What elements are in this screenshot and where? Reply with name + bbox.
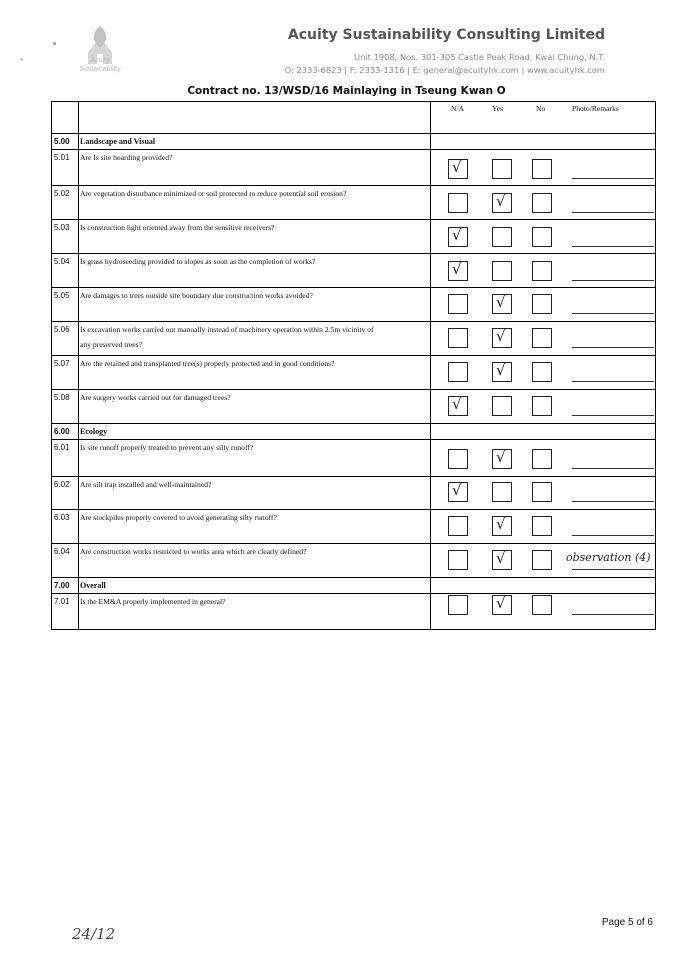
check-mark-icon: √ bbox=[496, 594, 506, 612]
checkbox-na[interactable] bbox=[448, 550, 468, 570]
checkbox-no[interactable] bbox=[532, 328, 552, 348]
col-no: No bbox=[536, 104, 546, 113]
section-row: 6.00 Ecology bbox=[52, 424, 656, 440]
remarks-line[interactable] bbox=[572, 614, 654, 615]
checkbox-na[interactable] bbox=[448, 449, 468, 469]
checkbox-no[interactable] bbox=[532, 449, 552, 469]
table-row: 5.04 Is grass hydroseeding provided to slopes as soon as the completion of works? bbox=[52, 254, 656, 288]
table-row: 5.01 Are Is site hoarding provided? bbox=[52, 150, 656, 186]
checkbox-yes[interactable] bbox=[492, 482, 512, 502]
checkbox-yes[interactable] bbox=[492, 227, 512, 247]
checkbox-na[interactable] bbox=[448, 193, 468, 213]
section-row: 7.00 Overall bbox=[52, 578, 656, 594]
handwritten-initials: 24/12 bbox=[72, 925, 116, 943]
section-row: 5.00 Landscape and Visual bbox=[52, 134, 656, 150]
table-row: 5.06 Is excavation works carried out manually instead of machinery operation within 2.5m vicinity of any preserved trees? bbox=[52, 322, 656, 356]
check-mark-icon: √ bbox=[496, 549, 506, 567]
remarks-line[interactable] bbox=[572, 535, 654, 536]
check-mark-icon: √ bbox=[496, 448, 506, 466]
table-row: 5.02 Are vegetation disturbance minimized or soil protected to reduce potential soil erosion? bbox=[52, 186, 656, 220]
check-mark-icon: √ bbox=[452, 260, 462, 278]
answer-columns-header bbox=[431, 102, 656, 134]
table-row: 5.08 Are surgery works carried out for damaged trees? bbox=[52, 390, 656, 424]
checkbox-no[interactable] bbox=[532, 193, 552, 213]
remarks-line[interactable] bbox=[572, 313, 654, 314]
remarks-line[interactable] bbox=[572, 246, 654, 247]
company-name: Acuity Sustainability Consulting Limited bbox=[287, 27, 605, 43]
handwritten-remark: observation (4) bbox=[566, 551, 651, 564]
checkbox-no[interactable] bbox=[532, 261, 552, 281]
table-row: 6.03 Are stockpiles properly covered to avoid generating silty runoff? bbox=[52, 510, 656, 544]
table-row: 7.01 Is the EM&A properly implemented in general? bbox=[52, 594, 656, 630]
check-mark-icon: √ bbox=[496, 515, 506, 533]
table-row: 5.07 Are the retained and transplanted tree(s) properly protected and in good conditions? bbox=[52, 356, 656, 390]
check-mark-icon: √ bbox=[496, 327, 506, 345]
check-mark-icon: √ bbox=[452, 481, 462, 499]
checkbox-yes[interactable] bbox=[492, 159, 512, 179]
remarks-line[interactable] bbox=[572, 280, 654, 281]
remarks-line[interactable] bbox=[572, 381, 654, 382]
table-row: 6.04 Are construction works restricted to works area which are clearly defined? bbox=[52, 544, 656, 578]
remarks-line[interactable] bbox=[572, 178, 654, 179]
scan-dot bbox=[53, 42, 56, 45]
check-mark-icon: √ bbox=[496, 293, 506, 311]
remarks-line[interactable] bbox=[572, 501, 654, 502]
table-row: 6.02 Are silt trap installed and well-maintained? bbox=[52, 477, 656, 510]
checkbox-no[interactable] bbox=[532, 294, 552, 314]
checkbox-yes[interactable] bbox=[492, 261, 512, 281]
checkbox-na[interactable] bbox=[448, 516, 468, 536]
checkbox-no[interactable] bbox=[532, 396, 552, 416]
col-yes: Yes bbox=[492, 104, 504, 113]
check-mark-icon: √ bbox=[452, 395, 462, 413]
checkbox-no[interactable] bbox=[532, 482, 552, 502]
remarks-line[interactable] bbox=[572, 347, 654, 348]
checkbox-na[interactable] bbox=[448, 328, 468, 348]
checkbox-na[interactable] bbox=[448, 595, 468, 615]
checkbox-no[interactable] bbox=[532, 550, 552, 570]
checkbox-na[interactable] bbox=[448, 362, 468, 382]
checkbox-na[interactable] bbox=[448, 294, 468, 314]
checkbox-no[interactable] bbox=[532, 595, 552, 615]
remarks-line[interactable] bbox=[572, 415, 654, 416]
remarks-line[interactable] bbox=[572, 212, 654, 213]
col-remarks: Photo/Remarks bbox=[572, 104, 619, 113]
page-number: Page 5 of 6 bbox=[601, 917, 653, 928]
remarks-line[interactable] bbox=[572, 569, 654, 570]
checkbox-no[interactable] bbox=[532, 362, 552, 382]
header-row bbox=[52, 102, 656, 134]
checkbox-no[interactable] bbox=[532, 516, 552, 536]
scan-dot bbox=[20, 58, 23, 61]
contract-title: Contract no. 13/WSD/16 Mainlaying in Tseung Kwan O bbox=[187, 85, 506, 97]
company-address: Unit 1908, Nos. 301-305 Castle Peak Road, Kwai Chung, N.T. O: 2333-6823 | F: 2333-1316 | E: general@acuityhk.com | www.acuityhk.com bbox=[284, 52, 605, 75]
check-mark-icon: √ bbox=[452, 158, 462, 176]
check-mark-icon: √ bbox=[496, 192, 506, 210]
check-mark-icon: √ bbox=[496, 361, 506, 379]
table-row: 5.05 Are damages to trees outside site boundary due construction works avoided? bbox=[52, 288, 656, 322]
table-row: 6.01 Is site runoff properly treated to prevent any silly runoff? bbox=[52, 440, 656, 477]
checkbox-no[interactable] bbox=[532, 227, 552, 247]
checkbox-yes[interactable] bbox=[492, 396, 512, 416]
remarks-line[interactable] bbox=[572, 468, 654, 469]
logo-text: Acuity Sustainability bbox=[79, 57, 121, 73]
check-mark-icon: √ bbox=[452, 226, 462, 244]
col-na: N/A bbox=[451, 104, 465, 113]
checkbox-no[interactable] bbox=[532, 159, 552, 179]
table-row: 5.03 Is construction light oriented away from the sensitive receivers? bbox=[52, 220, 656, 254]
